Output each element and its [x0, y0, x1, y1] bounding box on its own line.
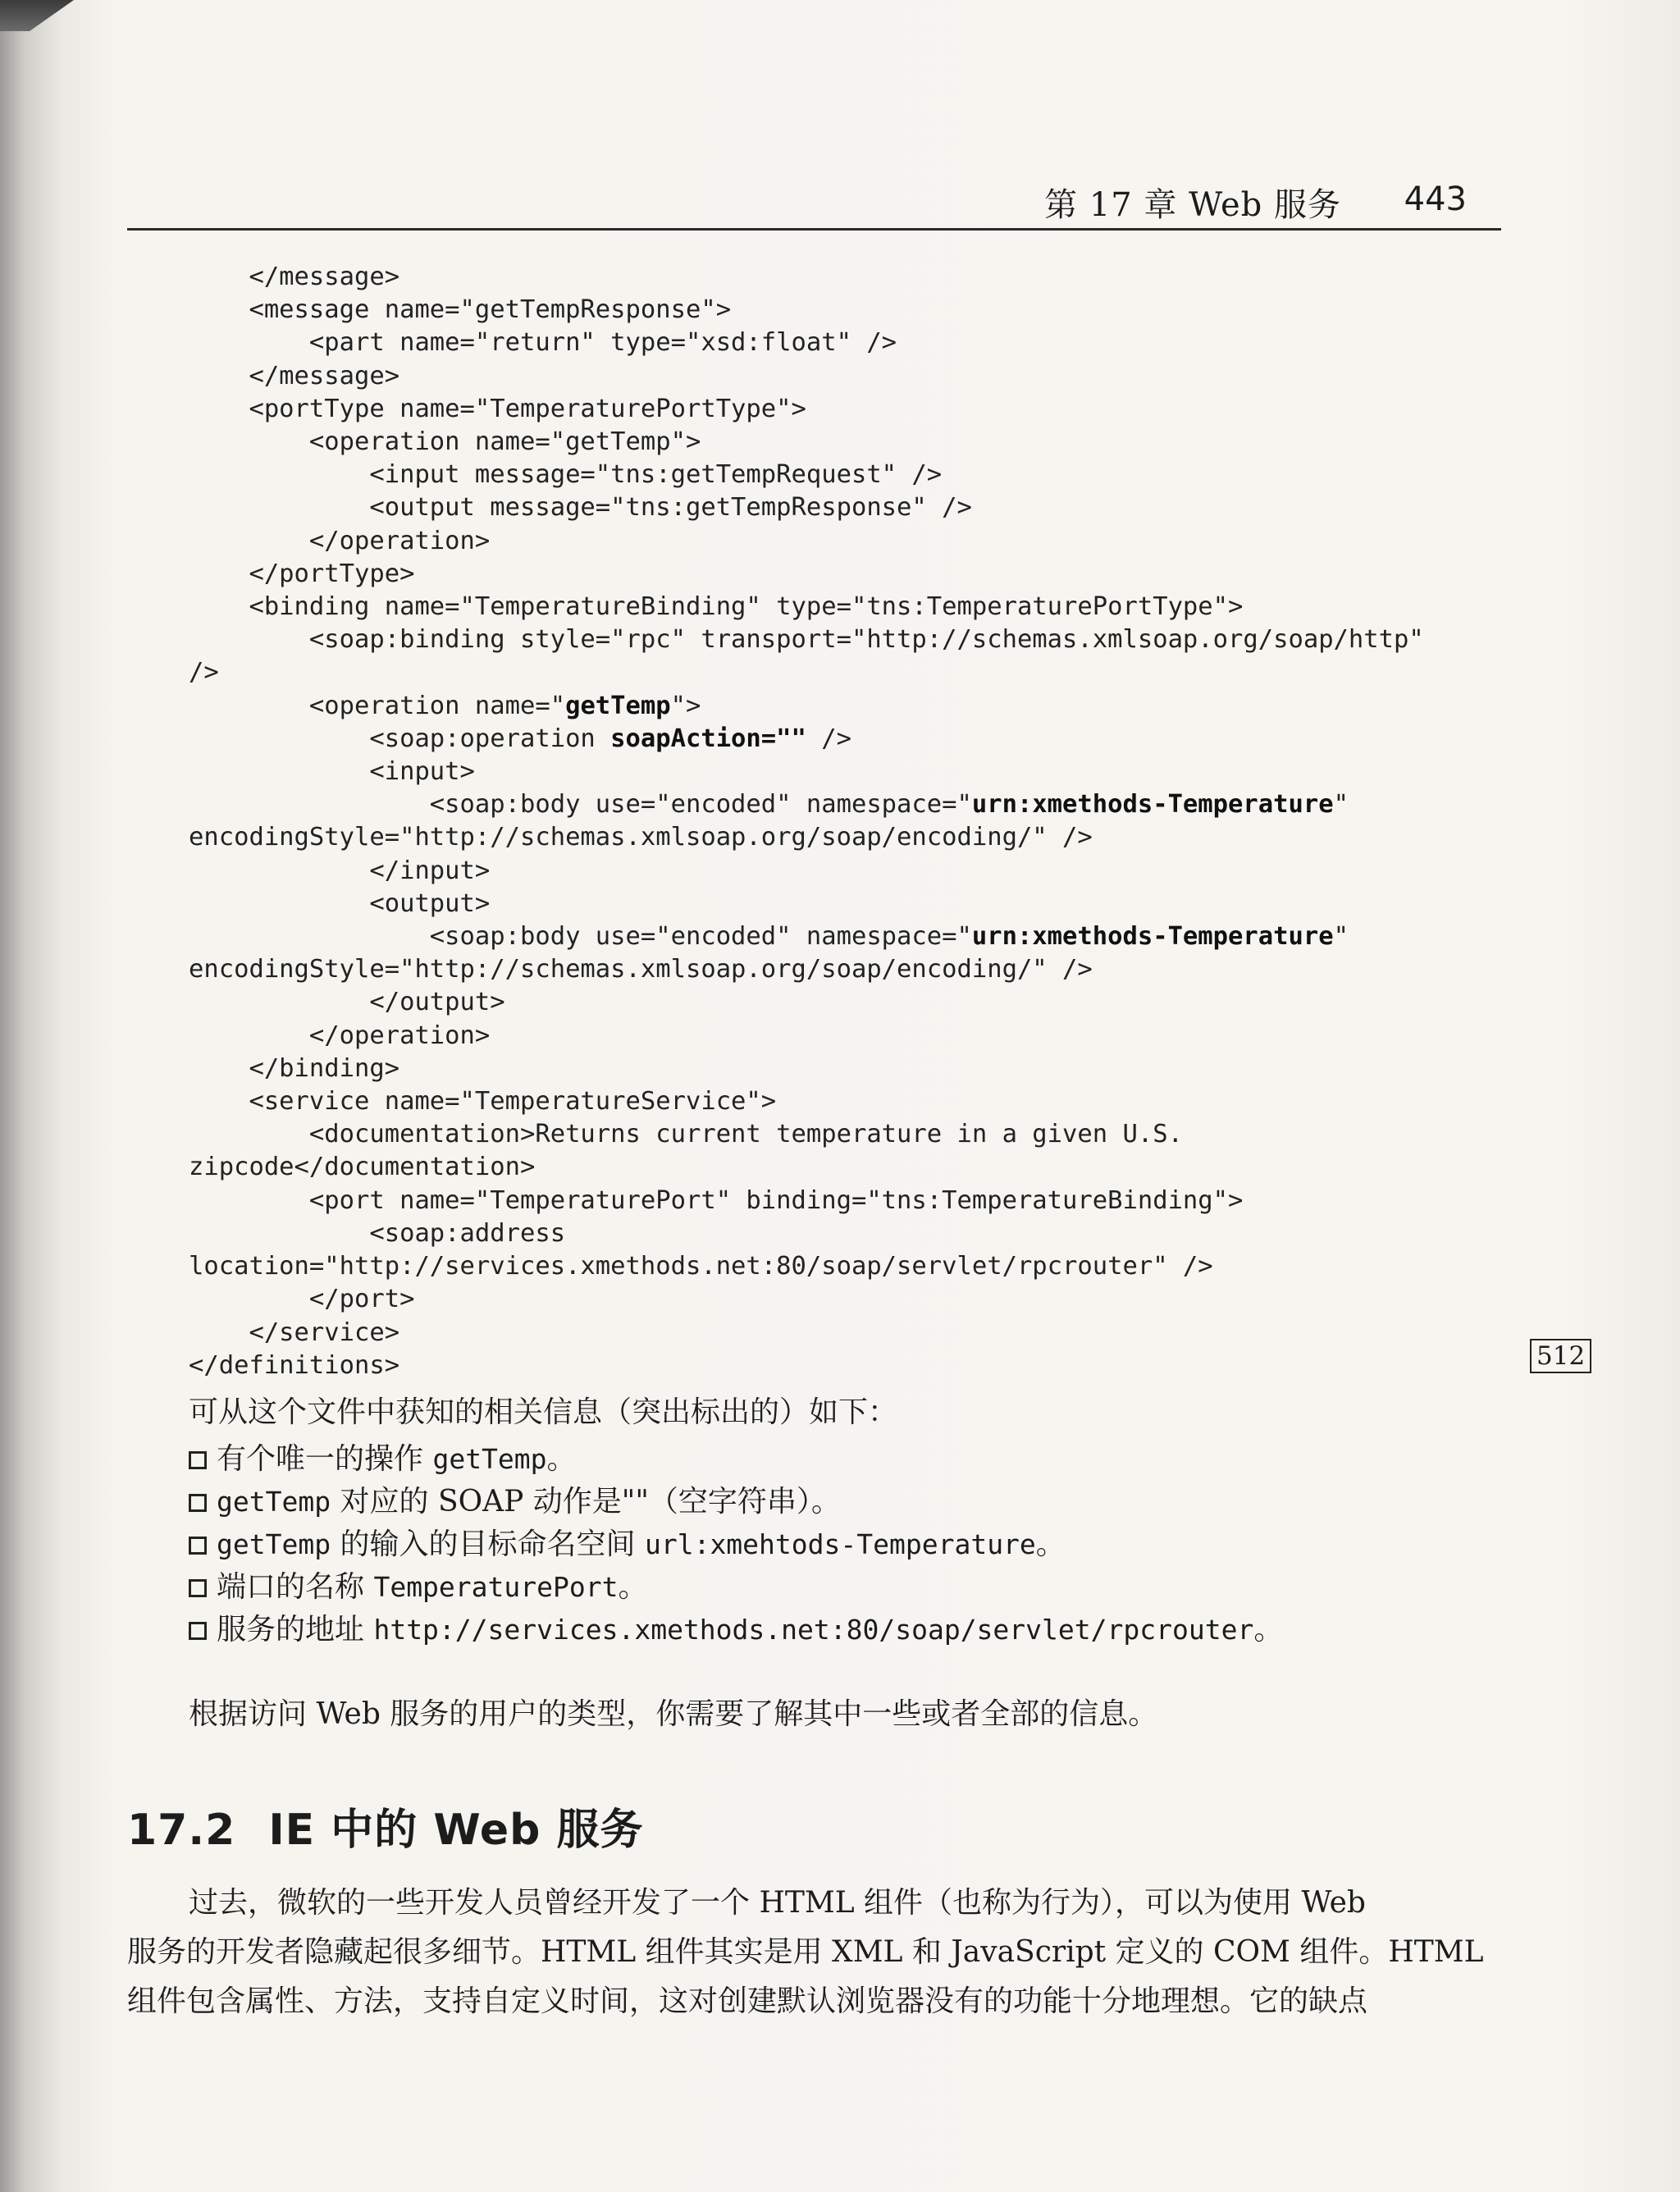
code-line: [189, 493, 972, 522]
code-text: </definitions>: [189, 1350, 400, 1380]
wsdl-code-block: [189, 261, 1424, 1382]
code-text: <documentation>Returns current temperature in a given U.S.: [189, 1120, 1183, 1149]
code-line: [189, 1054, 399, 1083]
code-line: [189, 955, 1093, 984]
code-text: />: [189, 658, 219, 687]
code-text: encodingStyle="http://schemas.xmlsoap.org/soap/encoding/" />: [189, 823, 1093, 852]
code-text: location="http://services.xmethods.net:80/soap/servlet/rpcrouter" />: [189, 1252, 1213, 1281]
code-text: </service>: [189, 1317, 400, 1347]
code-highlight: urn:xmethods-Temperature: [971, 790, 1334, 820]
code-highlight: getTemp: [565, 691, 671, 720]
code-line: [189, 658, 219, 687]
code-highlight: urn:xmethods-Temperature: [971, 922, 1334, 952]
inline-code: getTemp: [217, 1486, 331, 1518]
body-paragraph: [127, 1879, 1497, 2026]
code-text: <output>: [189, 888, 491, 918]
code-line: [189, 1087, 776, 1116]
bullet-item: [189, 1612, 1501, 1648]
code-text: <input>: [189, 757, 475, 787]
code-text: <message name="getTempResponse">: [189, 295, 732, 325]
page-corner-shadow: [0, 0, 74, 31]
inline-code: getTemp: [432, 1443, 547, 1475]
paragraph-line: 过去，微软的一些开发人员曾经开发了一个 HTML 组件（也称为行为），可以为使用 Web: [189, 1886, 1366, 1920]
code-line: [189, 757, 475, 786]
code-text: encodingStyle="http://schemas.xmlsoap.org/soap/encoding/" />: [189, 955, 1093, 984]
checkbox-bullet-icon: [189, 1451, 207, 1469]
code-line: [189, 1153, 535, 1181]
code-line: [189, 790, 1349, 819]
code-line: [189, 592, 1243, 621]
code-line: [189, 1186, 1243, 1215]
code-text: </message>: [189, 263, 400, 291]
bullet-text: 。: [618, 1570, 648, 1604]
summary-text: 根据访问 Web 服务的用户的类型，你需要了解其中一些或者全部的信息。: [189, 1697, 1158, 1731]
code-text: </port>: [189, 1285, 415, 1314]
code-text: <soap:body use="encoded" namespace=": [189, 922, 972, 952]
bullet-text: 对应的 SOAP 动作是""（空字符串）。: [331, 1485, 841, 1518]
checkbox-bullet-icon: [189, 1537, 207, 1555]
code-text: <soap:address: [189, 1218, 566, 1248]
bullet-text: 。: [546, 1442, 577, 1476]
bullet-text: 的输入的目标命名空间: [331, 1528, 645, 1561]
code-text: <input message="tns:getTempRequest" />: [189, 460, 943, 490]
code-line: [189, 295, 731, 324]
paragraph-line: 服务的开发者隐藏起很多细节。HTML 组件其实是用 XML 和 JavaScript 定义的 COM 组件。HTML: [127, 1935, 1484, 1969]
code-text: </operation>: [189, 526, 491, 555]
code-text: <service name="TemperatureService">: [189, 1087, 777, 1117]
code-text: <portType name="TemperaturePortType">: [189, 394, 806, 423]
code-text: </output>: [189, 988, 505, 1017]
bullet-text: 端口的名称: [217, 1570, 374, 1604]
page-number: 443: [1404, 180, 1467, 218]
code-line: [189, 625, 1424, 654]
code-line: [189, 395, 806, 423]
code-line: [189, 988, 505, 1016]
code-line: [189, 460, 942, 489]
code-text: </input>: [189, 856, 491, 885]
code-text: <binding name="TemperatureBinding" type="tns:TemperaturePortType">: [189, 592, 1244, 622]
chapter-title: 第 17 章 Web 服务: [1044, 186, 1341, 224]
code-line: [189, 1021, 490, 1050]
code-line: [189, 1252, 1213, 1281]
code-text: ": [1333, 790, 1349, 820]
code-line: [189, 856, 490, 885]
code-line: [189, 427, 701, 456]
code-line: [189, 263, 399, 291]
intro-text: 可从这个文件中获知的相关信息（突出标出的）如下：: [189, 1395, 898, 1429]
bullet-text: 服务的地址: [217, 1613, 374, 1646]
section-title: IE 中的 Web 服务: [268, 1806, 644, 1855]
code-text: <operation name="getTemp">: [189, 427, 701, 457]
inline-code: TemperaturePort: [373, 1571, 619, 1603]
bullet-item: [189, 1527, 1501, 1563]
code-text: </operation>: [189, 1021, 491, 1050]
code-text: <port name="TemperaturePort" binding="tns:TemperatureBinding">: [189, 1185, 1244, 1215]
bullet-item: [189, 1569, 1501, 1605]
code-text: ": [1333, 922, 1349, 952]
code-text: <part name="return" type="xsd:float" />: [189, 328, 897, 358]
code-line: [189, 1351, 399, 1380]
code-text: </message>: [189, 361, 400, 390]
code-text: <soap:body use="encoded" namespace=": [189, 790, 972, 820]
code-text: </binding>: [189, 1053, 400, 1083]
code-text: ">: [670, 691, 701, 720]
inline-code: url:xmehtods-Temperature: [644, 1528, 1036, 1560]
margin-page-reference: 512: [1530, 1339, 1591, 1373]
code-line: [189, 692, 701, 720]
code-line: [189, 1219, 565, 1248]
code-line: [189, 328, 897, 357]
checkbox-bullet-icon: [189, 1494, 207, 1512]
code-line: [189, 1120, 1183, 1149]
code-text: <soap:binding style="rpc" transport="http://schemas.xmlsoap.org/soap/http": [189, 625, 1424, 655]
code-line: [189, 362, 399, 390]
paragraph-line: 组件包含属性、方法，支持自定义时间，这对创建默认浏览器没有的功能十分地理想。它的缺点: [127, 1984, 1368, 2018]
bullet-text: 有个唯一的操作: [217, 1442, 433, 1476]
code-text: />: [806, 724, 851, 753]
code-line: [189, 823, 1093, 852]
inline-code: http://services.xmethods.net:80/soap/servlet/rpcrouter: [373, 1614, 1254, 1646]
checkbox-bullet-icon: [189, 1622, 207, 1640]
bullet-item: [189, 1484, 1501, 1520]
bullet-text: 。: [1035, 1528, 1066, 1561]
code-text: zipcode</documentation>: [189, 1153, 536, 1182]
code-line: [189, 527, 490, 555]
code-line: [189, 1285, 414, 1313]
code-line: [189, 1318, 399, 1347]
checkbox-bullet-icon: [189, 1579, 207, 1597]
code-text: <operation name=": [189, 691, 566, 720]
bullet-text: 。: [1253, 1613, 1284, 1646]
code-text: <soap:operation: [189, 724, 611, 753]
code-text: <output message="tns:getTempResponse" />: [189, 493, 972, 523]
code-line: [189, 559, 414, 588]
code-highlight: soapAction="": [610, 724, 806, 753]
code-line: [189, 889, 490, 918]
code-line: [189, 724, 851, 753]
section-number: 17.2: [127, 1806, 236, 1855]
section-heading: [127, 1795, 644, 1856]
code-text: </portType>: [189, 559, 415, 588]
inline-code: getTemp: [217, 1528, 331, 1560]
code-line: [189, 922, 1349, 951]
bullet-item: [189, 1441, 1501, 1477]
running-header: [127, 172, 1501, 231]
